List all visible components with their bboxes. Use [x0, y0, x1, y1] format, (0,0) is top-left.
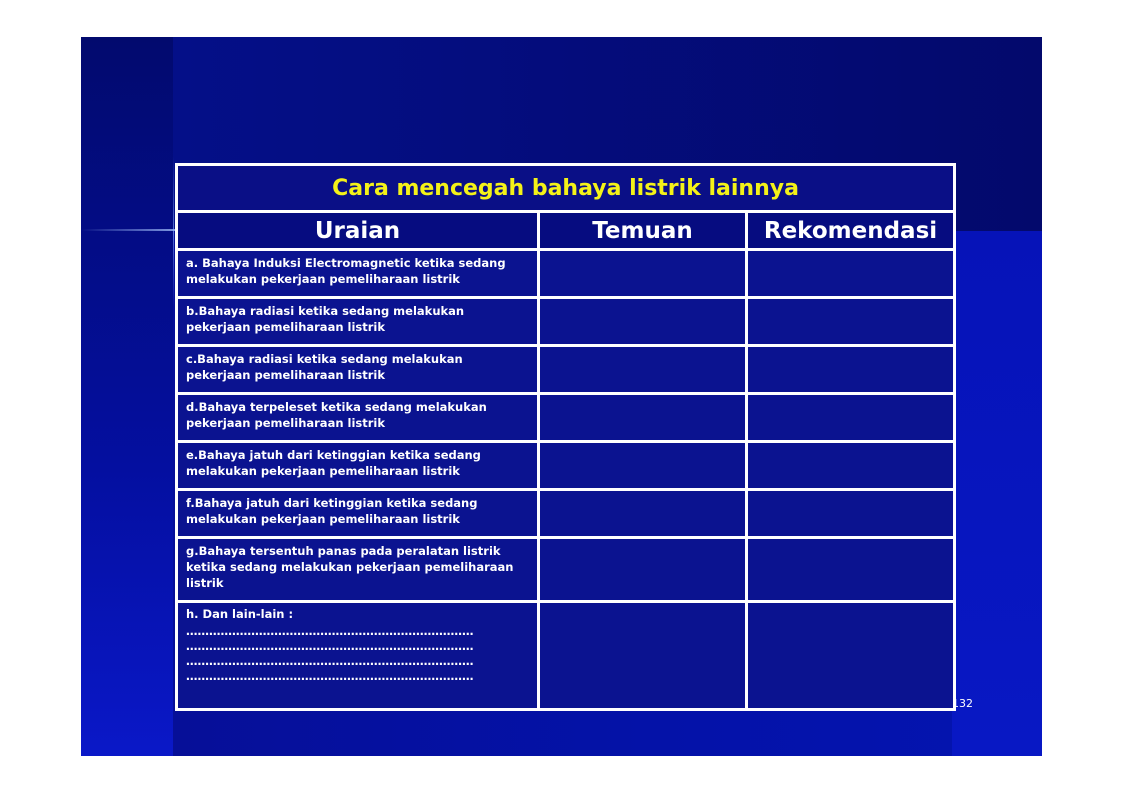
row-rekomendasi-cell[interactable] — [748, 251, 953, 296]
row-temuan-cell[interactable] — [540, 251, 745, 296]
slide — [81, 37, 1042, 756]
column-header-temuan: Temuan — [540, 213, 745, 248]
row-description: g.Bahaya tersentuh panas pada peralatan listrik ketika sedang melakukan pekerjaan pemeliharaan listrik — [178, 539, 537, 600]
column-header-uraian: Uraian — [178, 213, 537, 248]
row-rekomendasi-cell[interactable] — [748, 443, 953, 488]
row-temuan-cell[interactable] — [540, 299, 745, 344]
row-other-hazards — [178, 603, 537, 708]
row-rekomendasi-cell[interactable] — [748, 603, 953, 708]
dotted-line: ………………………………………………………………… — [186, 639, 474, 653]
slide-left-band — [81, 37, 173, 756]
slide-right-band — [952, 231, 1042, 756]
row-rekomendasi-cell[interactable] — [748, 395, 953, 440]
hazard-table-grid — [175, 163, 956, 711]
row-temuan-cell[interactable] — [540, 443, 745, 488]
table-title: Cara mencegah bahaya listrik lainnya — [178, 166, 953, 210]
dotted-line: ………………………………………………………………… — [186, 624, 474, 638]
row-rekomendasi-cell[interactable] — [748, 347, 953, 392]
row-description: d.Bahaya terpeleset ketika sedang melakukan pekerjaan pemeliharaan listrik — [178, 395, 537, 440]
row-description: b.Bahaya radiasi ketika sedang melakukan pekerjaan pemeliharaan listrik — [178, 299, 537, 344]
other-hazards-label: h. Dan lain-lain : — [186, 607, 294, 621]
row-description: e.Bahaya jatuh dari ketinggian ketika sedang melakukan pekerjaan pemeliharaan listrik — [178, 443, 537, 488]
row-rekomendasi-cell[interactable] — [748, 491, 953, 536]
row-temuan-cell[interactable] — [540, 539, 745, 600]
row-temuan-cell[interactable] — [540, 395, 745, 440]
row-description: f.Bahaya jatuh dari ketinggian ketika sedang melakukan pekerjaan pemeliharaan listrik — [178, 491, 537, 536]
decorative-light-line-vertical — [173, 157, 174, 307]
dotted-line: ………………………………………………………………… — [186, 654, 474, 668]
row-temuan-cell[interactable] — [540, 347, 745, 392]
page-number: 132 — [952, 697, 973, 710]
column-header-rekomendasi: Rekomendasi — [748, 213, 953, 248]
row-description: c.Bahaya radiasi ketika sedang melakukan pekerjaan pemeliharaan listrik — [178, 347, 537, 392]
row-rekomendasi-cell[interactable] — [748, 539, 953, 600]
row-description: a. Bahaya Induksi Electromagnetic ketika sedang melakukan pekerjaan pemeliharaan listrik — [178, 251, 537, 296]
row-temuan-cell[interactable] — [540, 491, 745, 536]
hazard-table — [175, 163, 956, 711]
row-temuan-cell[interactable] — [540, 603, 745, 708]
dotted-line: ………………………………………………………………… — [186, 669, 474, 683]
row-rekomendasi-cell[interactable] — [748, 299, 953, 344]
